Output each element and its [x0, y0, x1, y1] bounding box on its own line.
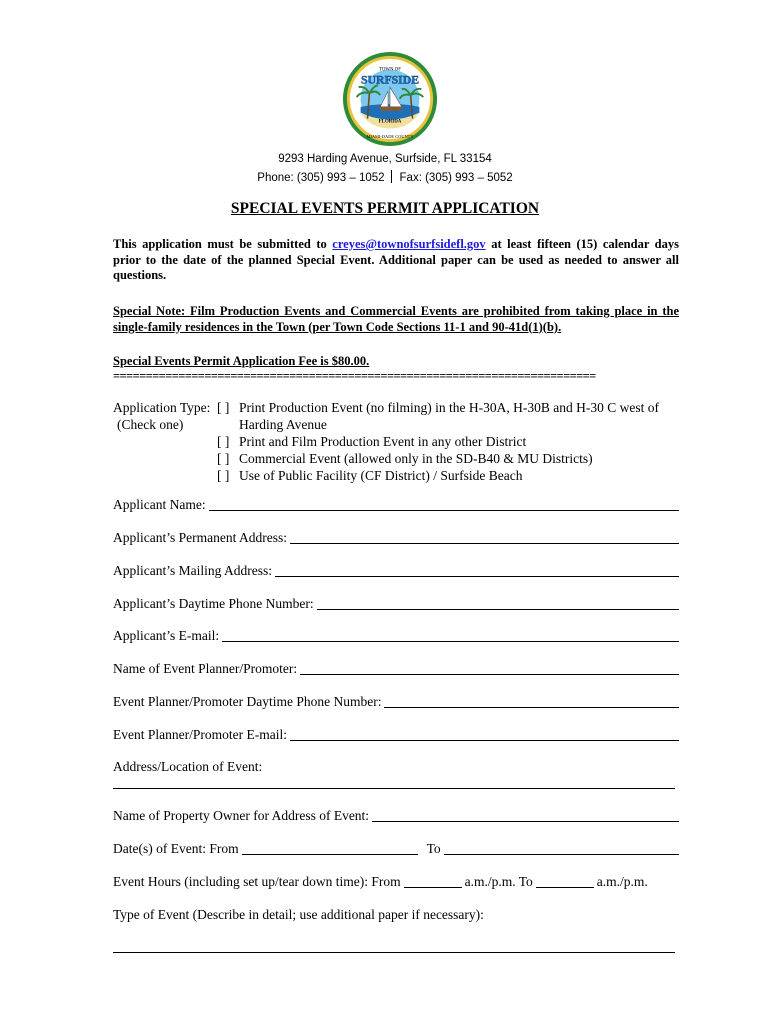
permanent-address-field[interactable] — [113, 530, 679, 546]
seal-name: SURFSIDE — [360, 73, 420, 87]
event-location-label-row — [113, 759, 679, 775]
event-type-input-line[interactable] — [113, 952, 675, 953]
field-label: Applicant Name: — [113, 497, 206, 512]
applicant-name-field[interactable] — [113, 497, 679, 513]
intro-paragraph — [113, 237, 679, 284]
seal-top-text: TOWN OF — [378, 67, 402, 73]
event-type-label-row — [113, 907, 679, 923]
option-commercial-event[interactable] — [217, 450, 593, 467]
submission-email-link[interactable]: creyes@townofsurfsidefl.gov — [332, 237, 486, 251]
input-line[interactable] — [372, 809, 679, 822]
planner-phone-field[interactable] — [113, 694, 679, 710]
event-hours-field[interactable] — [113, 874, 679, 890]
field-label: Applicant’s Mailing Address: — [113, 563, 272, 578]
field-label: Date(s) of Event: From — [113, 841, 239, 856]
applicant-email-field[interactable] — [113, 628, 679, 644]
intro-text-before: This application must be submitted to — [113, 237, 333, 251]
field-label: Event Planner/Promoter E-mail: — [113, 727, 287, 742]
application-type-sublabel: (Check one) — [117, 417, 184, 432]
input-line[interactable] — [290, 728, 679, 741]
field-label: Event Hours (including set up/tear down time): From — [113, 874, 401, 889]
seal-state: FLORIDA — [378, 119, 402, 125]
town-seal-logo — [341, 50, 439, 148]
input-line[interactable] — [222, 629, 679, 642]
seal-bottom-text: MIAMI-DADE COUNTY — [366, 134, 414, 140]
event-dates-field[interactable] — [113, 841, 679, 857]
field-label: Applicant’s Daytime Phone Number: — [113, 596, 314, 611]
phone-number: Phone: (305) 993 – 1052 — [257, 172, 385, 184]
fax-number: Fax: (305) 993 – 5052 — [399, 172, 513, 184]
option-label: Use of Public Facility (CF District) / Surfside Beach — [239, 468, 523, 483]
application-type-label: Application Type: — [113, 400, 211, 415]
contact-line — [0, 170, 770, 184]
date-from-input-line[interactable] — [242, 842, 418, 855]
page-title: SPECIAL EVENTS PERMIT APPLICATION — [230, 200, 540, 217]
option-label: Print Production Event (no filming) in the H-30A, H-30B and H-30 C west of — [239, 400, 659, 415]
special-note — [113, 304, 679, 335]
date-to-label: To — [426, 841, 441, 856]
option-label: Commercial Event (allowed only in the SD-B40 & MU Districts) — [239, 451, 593, 466]
mailing-address-field[interactable] — [113, 563, 679, 579]
field-label: Applicant’s E-mail: — [113, 628, 220, 643]
field-label: Name of Property Owner for Address of Event: — [113, 808, 370, 823]
field-label: Type of Event (Describe in detail; use additional paper if necessary): — [113, 907, 484, 922]
input-line[interactable] — [290, 531, 679, 544]
option-label: Print and Film Production Event in any other District — [239, 434, 527, 449]
hours-ampm-to-label: a.m./p.m. To — [464, 874, 533, 889]
date-to-input-line[interactable] — [444, 842, 679, 855]
divider-rule: ========================================================================== — [113, 369, 596, 383]
checkbox[interactable]: [ ] — [217, 400, 230, 415]
checkbox[interactable]: [ ] — [217, 468, 230, 483]
input-line[interactable] — [317, 597, 679, 610]
input-line[interactable] — [384, 695, 679, 708]
town-address: 9293 Harding Avenue, Surfside, FL 33154 — [278, 153, 492, 165]
hours-from-input-line[interactable] — [404, 875, 462, 888]
fee-notice: Special Events Permit Application Fee is $80.00. — [113, 354, 370, 368]
option-print-production[interactable] — [217, 399, 659, 416]
input-line[interactable] — [209, 498, 679, 511]
separator — [391, 170, 392, 183]
field-label: Name of Event Planner/Promoter: — [113, 661, 298, 676]
planner-name-field[interactable] — [113, 661, 679, 677]
field-label: Address/Location of Event: — [113, 759, 263, 774]
input-line[interactable] — [275, 564, 679, 577]
daytime-phone-field[interactable] — [113, 596, 679, 612]
checkbox[interactable]: [ ] — [217, 434, 230, 449]
event-location-input-line[interactable] — [113, 788, 675, 789]
field-label: Applicant’s Permanent Address: — [113, 530, 287, 545]
option-continuation: Harding Avenue — [239, 417, 327, 432]
special-note-text: Special Note: Film Production Events and Commercial Events are prohibited from taking place in the single-family residences in the Town (per Town Code Sections 11-1 and 90-41d(1)(b). — [113, 304, 679, 334]
option-public-facility[interactable] — [217, 467, 522, 484]
planner-email-field[interactable] — [113, 727, 679, 743]
option-print-film-production[interactable] — [217, 433, 526, 450]
property-owner-field[interactable] — [113, 808, 679, 824]
input-line[interactable] — [300, 662, 679, 675]
hours-to-input-line[interactable] — [536, 875, 594, 888]
checkbox[interactable]: [ ] — [217, 451, 230, 466]
hours-ampm-label: a.m./p.m. — [596, 874, 648, 889]
field-label: Event Planner/Promoter Daytime Phone Number: — [113, 694, 382, 709]
intro-text-after: at least fifteen (15) calendar days prior to the date of the planned Special Event. Additional paper can be used as needed to answer all questions. — [113, 237, 679, 282]
